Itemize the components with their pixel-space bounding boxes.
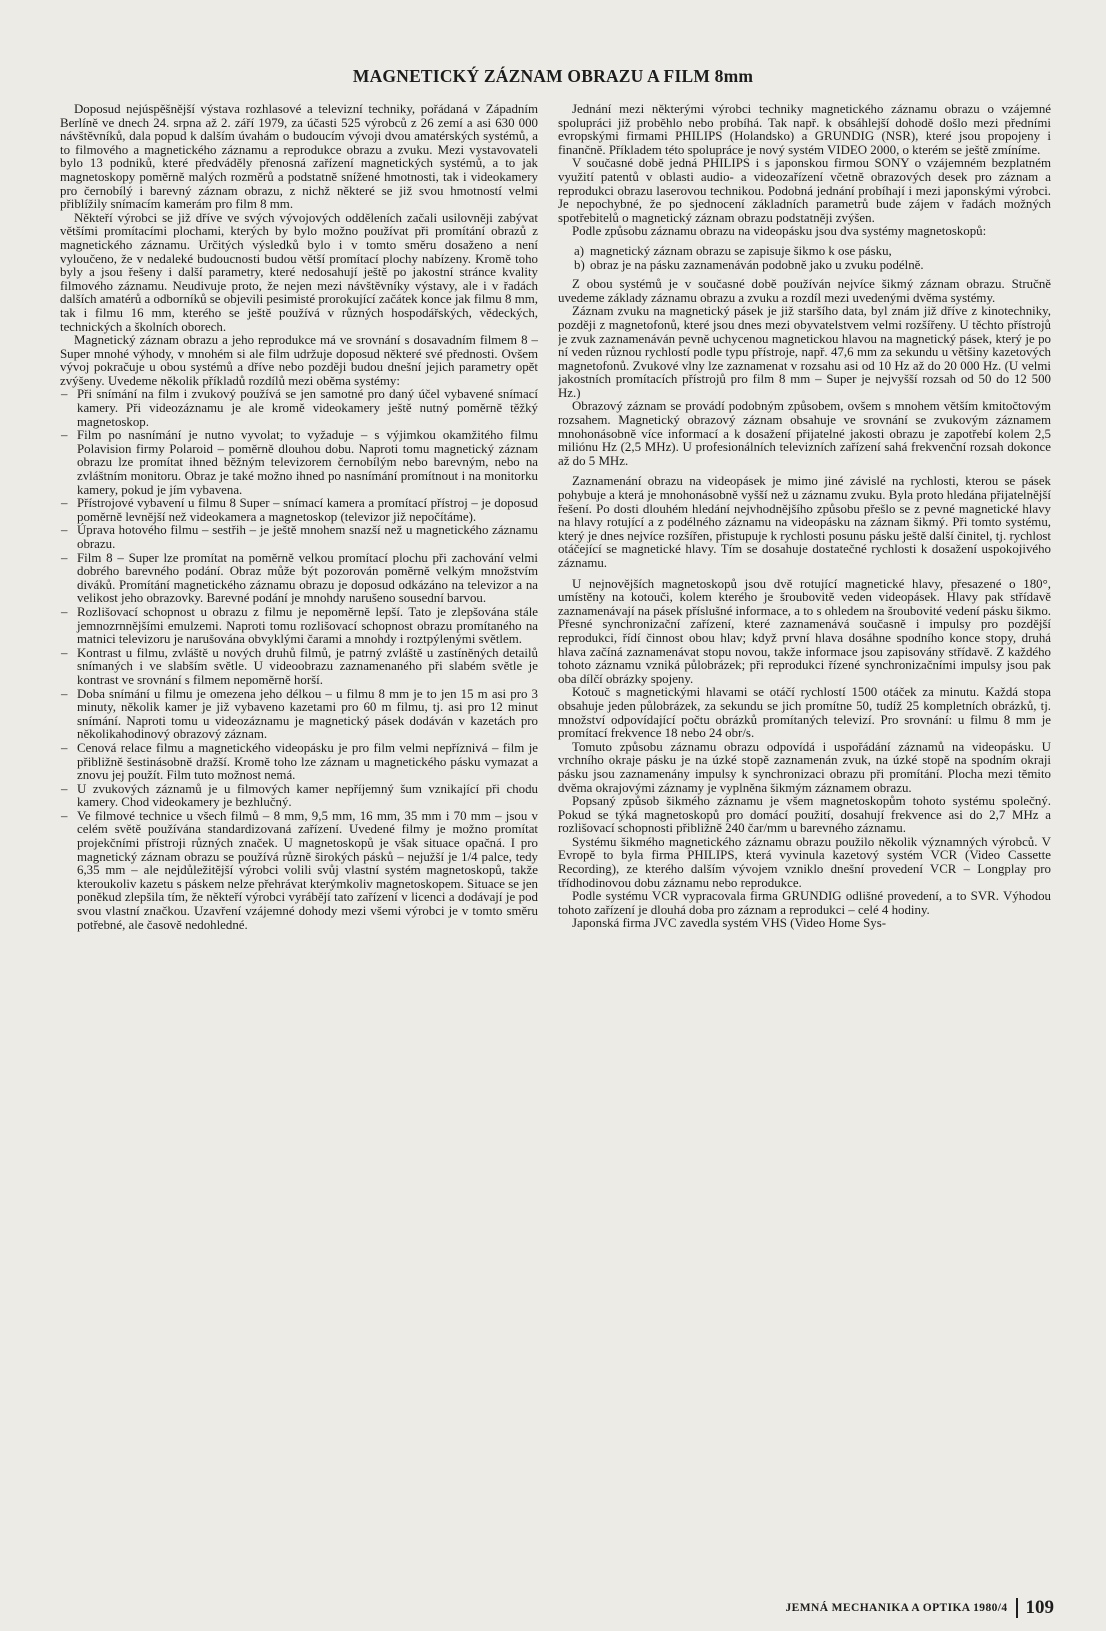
list-item: – Úprava hotového filmu – sestřih – je ještě mnohem snazší než u magnetického záznamu obrazu. [60, 524, 538, 551]
list-item: b) obraz je na pásku zaznamenáván podobně jako u zvuku podélně. [558, 259, 1051, 273]
list-item: – Při snímání na film i zvukový používá se jen samotné pro daný účel vybavené snímací kamery. Při videozáznamu je ale kromě videokamery ještě nutný poměrně těžký magnetoskop. [60, 388, 538, 429]
list-item: – Ve filmové technice u všech filmů – 8 mm, 9,5 mm, 16 mm, 35 mm i 70 mm – jsou v celém světě používána standardizovaná zařízení. Uvedené filmy je možno promítat projekčními přístroji různých značek. U magnetoskopů je však situace opačná. I pro magnetický záznam obrazu se používá různě širokých pásků – nejužší je 1/4 palce, tedy 6,35 mm – ale nejdůležitější výrobci volili svůj vlastní systém magnetoskopů, takže kteroukoliv kazetu s páskem nelze přehrávat kterýmkoliv magnetoskopem. Situace se jen poněkud zlepšila tím, že někteří výrobci vyrábějí tato zařízení v licenci a dodávají je pod svou vlastní značkou. Uzavření vzájemné dohody mezi všemi výrobci je v tomto směru potřebné, ale časově nedohledné. [60, 810, 538, 932]
right-column [558, 103, 1051, 1590]
paragraph: Obrazový záznam se provádí podobným způsobem, ovšem s mnohem větším kmitočtovým rozsahem. Magnetický obrazový záznam obsahuje ve srovnání se zvukovým záznamem mnohonásobně více informací a k dosažení přijatelné jakosti obrazu je zapotřebí kolem 2,5 miliónu Hz (2,5 MHz). U profesionálních televizních zařízení sahá frekvenční rozsah dokonce až do 5 MHz. [558, 399, 1051, 468]
list-item: – U zvukových záznamů je u filmových kamer nepříjemný šum vznikající při chodu kamery. Chod videokamery je bezhlučný. [60, 783, 538, 810]
list-item: – Doba snímání u filmu je omezena jeho délkou – u filmu 8 mm je to jen 15 m asi pro 3 minuty, několik kamer je již vybaveno kazetami pro 60 m filmu, tj. asi pro 12 minut snímání. Naproti tomu u videozáznamu je magnetický pásek dodáván v kazetách pro několikahodinový obrazový záznam. [60, 688, 538, 742]
paragraph: Podle systému VCR vypracovala firma GRUNDIG odlišné provedení, a to SVR. Výhodou tohoto zařízení je dlouhá doba pro záznam a reprodukci – celé 4 hodiny. [558, 889, 1051, 917]
paragraph: Záznam zvuku na magnetický pásek je již staršího data, byl znám již dříve z kinotechniky, později z magnetofonů, které jsou dnes mezi obyvatelstvem velmi rozšířeny. U těchto přístrojů je zvuk zaznamenáván pevně uchycenou magnetickou hlavou na magnetický pásek, který je po ní veden různou rychlostí podle typu přístroje, např. 47,6 mm za sekundu u většiny kazetových magnetofonů. Zvukové vlny lze zaznamenat v rozsahu asi od 10 Hz až do 20 000 Hz. (U velmi jakostních promítacích přístrojů pro film 8 mm – Super je nejvyšší rozsah od 50 do 12 500 Hz.) [558, 304, 1051, 400]
paragraph: Někteří výrobci se již dříve ve svých vývojových odděleních začali usilovněji zabývat většími promítacími plochami, kterých by bylo možno používat při promítání obrazů z magnetického záznamu. Určitých výsledků bylo i v tomto směru dosaženo a není vyloučeno, že v nedaleké budoucnosti budou větší promítací plochy nabízeny. Kromě toho byly a jsou řešeny i další parametry, které nedosahují ještě po jakostní stránce kvality filmového záznamu. Neudivuje proto, že nejen mezi návštěvníky výstavy, ale i v řadách dalších amatérů a odborníků se objevili pesimisté prorokující začátek konce jak filmu 8 mm, tak i filmu 16 mm, kterého se ještě používá v různých hospodářských, vědeckých, technických a školních oborech. [60, 210, 538, 334]
paragraph: Kotouč s magnetickými hlavami se otáčí rychlostí 1500 otáček za minutu. Každá stopa obsahuje jeden půlobrázek, za sekundu se jich promítne 50, tudíž 25 kompletních obrázků, tj. množství odpovídající počtu obrázků promítaných televizí. Pro srovnání: u filmu 8 mm je promítací frekvence 18 nebo 24 obr/s. [558, 685, 1051, 741]
list-item: – Cenová relace filmu a magnetického videopásku je pro film velmi nepříznivá – film je přibližně šestinásobně dražší. Kromě toho lze záznam u magnetického pásku vymazat a znovu jej použít. Film tuto možnost nemá. [60, 742, 538, 783]
systems-list [558, 245, 1051, 272]
list-item: – Film po nasnímání je nutno vyvolat; to vyžaduje – s výjimkou okamžitého filmu Polavision firmy Polaroid – poměrně dlouhou dobu. Naproti tomu magnetický záznam obrazu lze promítat ihned běžným televizorem černobílým nebo barevným, nebo na zvláštním monitoru. Obraz je také možno ihned po nasnímání promítnout i na monitorku kamery, pokud je jím vybavena. [60, 429, 538, 497]
paragraph: Z obou systémů je v současné době používán nejvíce šikmý záznam obrazu. Stručně uvedeme základy záznamu obrazu a zvuku a rozdíl mezi uvedenými dvěma systémy. [558, 277, 1051, 305]
list-item: – Přístrojové vybavení u filmu 8 Super – snímací kamera a promítací přístroj – je doposud poměrně levnější než videokamera a magnetoskop (televizor již nepočítáme). [60, 497, 538, 524]
paragraph: Podle způsobu záznamu obrazu na videopásku jsou dva systémy magnetoskopů: [572, 224, 987, 239]
paragraph: Tomuto způsobu záznamu obrazu odpovídá i uspořádání záznamů na videopásku. U vrchního okraje pásku je na úzké stopě zaznamenán zvuk, na úzké stopě na spodním okraji pásku jsou zaznamenány impulsy k synchronizaci obrazu při promítání. Plocha mezi těmito dvěma okrajovými záznamy je vyplněna šikmým záznamem obrazu. [558, 739, 1051, 795]
page-footer [786, 1597, 1054, 1619]
paragraph: U nejnovějších magnetoskopů jsou dvě rotující magnetické hlavy, přesazené o 180°, umístěny na kotouči, kolem kterého je šroubovitě veden videopásek. Hlavy pak střídavě zaznamenávají na pásek příslušné informace, a to s ohledem na šroubovité vedení pásku šikmo. Přesné synchronizační zařízení, které zaznamenává současně i impulsy pro pozdější reprodukci, řídí činnost obou hlav; když první hlava dosáhne spodního konce stopy, druhá hlava začíná zaznamenávat stopu novou, takže informace jsou zapisovány střídavě. Z každého tohoto záznamu vzniká půlobrázek; při reprodukci řízené synchronizačními impulsy jsou pak oba dílčí obrázky spojeny. [558, 576, 1051, 686]
paragraph: Popsaný způsob šikmého záznamu je všem magnetoskopům tohoto systému společný. Pokud se týká magnetoskopů pro domácí použití, dosahují frekvence asi do 2,7 MHz a rozlišovací schopnosti přibližně 240 čar/mm u barevného záznamu. [558, 794, 1051, 836]
left-column [60, 103, 538, 1590]
list-item: – Rozlišovací schopnost u obrazu z filmu je nepoměrně lepší. Tato je zlepšována stále jemnozrnnějšími emulzemi. Naproti tomu rozlišovací schopnost obrazu promítaného na matnici televizoru je narušována obvyklými čarami a mnohdy i roztpýlenými světlem. [60, 606, 538, 647]
paragraph: Japonská firma JVC zavedla systém VHS (Video Home Sys- [572, 916, 887, 931]
article-title: MAGNETICKÝ ZÁZNAM OBRAZU A FILM 8mm [352, 66, 754, 86]
paragraph: Doposud nejúspěšnější výstava rozhlasové a televizní techniky, pořádaná v Západním Berlíně ve dnech 24. srpna až 2. září 1979, za účasti 525 výrobců z 26 zemí a asi 630 000 návštěvníků, dala popud k dalším úvahám o budoucím vývoji dvou amatérských systémů, a to filmového a magnetického záznamu a reprodukce obrazu a zvuku. Mezi vystavovateli bylo 13 podniků, které předváděly přenosná zařízení magnetických systémů, a to jak magnetoskopy poměrně malých rozměrů a podstatně snížené hmotnosti, tak i videokamery pro černobílý i barevný záznam obrazu, z nichž některé se již svou hmotností velmi přiblížily snímacím kamerám pro film 8 mm. [60, 103, 538, 212]
paragraph: Jednání mezi některými výrobci techniky magnetického záznamu obrazu o vzájemné spolupráci již proběhlo nebo probíhá. Tak např. k obsáhlejší dohodě došlo mezi předními evropskými firmami PHILIPS (Holandsko) a GRUNDIG (NSR), které jsou propojeny i finančně. Příkladem této spolupráce je nový systém VIDEO 2000, o kterém se ještě zmíníme. [558, 103, 1051, 157]
list-item: – Kontrast u filmu, zvláště u nových druhů filmů, je patrný zvláště u zastíněných detailů snímaných i ve slabším světle. U videoobrazu zaznamenaného při slabém světle je kontrast ve srovnání s filmem nepoměrně horší. [60, 647, 538, 688]
page-number: 109 [1025, 1597, 1054, 1618]
journal-name: JEMNÁ MECHANIKA A OPTIKA 1980/4 [785, 1602, 1008, 1614]
paragraph: Magnetický záznam obrazu a jeho reprodukce má ve srovnání s dosavadním filmem 8 – Super mnohé výhody, v mnohém si ale film udržuje doposud některé své přednosti. Ovšem vývoj pokračuje u obou systémů a dříve nebo později budou dnešní jejich parametry opět zvýšeny. Uvedeme několik příkladů rozdílů mezi oběma systémy: [60, 333, 538, 388]
list-item: – Film 8 – Super lze promítat na poměrně velkou promítací plochu při zachování velmi dobrého barevného podání. Obraz může být pozorován poměrně velkým množstvím diváků. Promítání magnetického záznamu obrazu je doposud odkázáno na televizor a na velikost jeho obrazovky. Barevné podání je mnohdy narušeno sousední barvou. [60, 552, 538, 606]
paragraph: Zaznamenání obrazu na videopásek je mimo jiné závislé na rychlosti, kterou se pásek pohybuje a která je mnohonásobně vyšší než u záznamu zvuku. Byla proto hledána přijatelnější řešení. Po dosti dlouhém hledání nejvhodnějšího způsobu přešlo se z pevné magnetické hlavy na hlavy rotující a z podélného záznamu na videopásku na záznam šikmý. Při tomto systému, který je dnes nejvíce rozšířen, přistupuje k rychlosti posunu pásku ještě další činitel, tj. rychlost otáčející se magnetické hlavy. Tím se dosahuje dostatečné rychlosti k dosažení uspokojivého záznamu. [558, 474, 1051, 570]
paragraph: Systému šikmého magnetického záznamu obrazu použilo několik významných výrobců. V Evropě to byla firma PHILIPS, která vyvinula kazetový systém VCR (Video Cassette Recording), ze kterého dalším vývojem vzniklo dnešní provedení VCR – Longplay pro třídhodinovou dobu záznamu nebo reprodukce. [558, 834, 1051, 890]
list-item: a) magnetický záznam obrazu se zapisuje šikmo k ose pásku, [558, 245, 1051, 259]
paragraph: V současné době jedná PHILIPS i s japonskou firmou SONY o vzájemném bezplatném využití patentů v oblasti audio- a videozařízení včetně obrazových desek pro záznam a reprodukci obrazu laserovou technikou. Podobná jednání probíhají i mezi japonskými výrobci. Je nepochybné, že po sjednocení základních parametrů bude zájem v řadách možných spotřebitelů o magnetický záznam obrazu podstatněji zvýšen. [558, 156, 1051, 225]
footer-divider [1016, 1598, 1018, 1618]
comparison-list [60, 388, 538, 932]
